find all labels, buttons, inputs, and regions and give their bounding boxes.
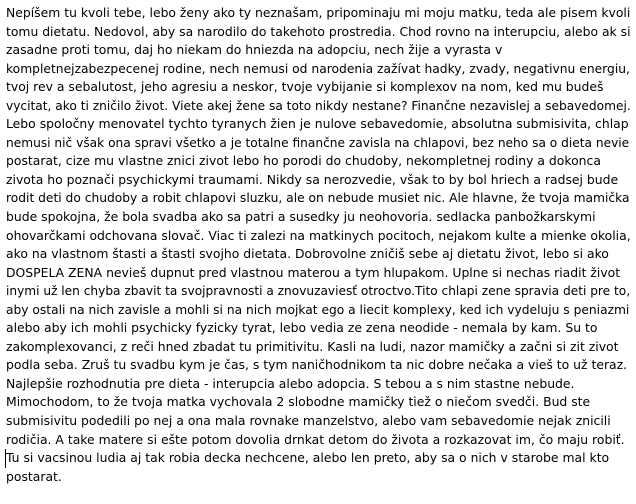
- text-line: inymi už len chyba zbavit ta svojpravnosti a znovuzaviesť otroctvo.Tito chlapi zene spravia deti pre to,: [6, 284, 631, 299]
- text-line: Najlepšie rozhodnutia pre dieta - interupcia alebo adopcia. S tebou a s nim stastne nebude.: [6, 375, 575, 391]
- text-line: postarat, cize mu vlastne znici zivot lebo ho porodi do chudoby, nekompletnej rodiny a dokonca: [6, 153, 601, 169]
- text-line: ako na vlastnom štasti a štasti svojho dietata. Dobrovolne zničiš sebe aj dietatu život, lebo si ako: [6, 246, 609, 262]
- text-line: podla seba. Zruš tu svadbu kym je čas, s tym naničhodnikom ta nic dobre nečaka a vieš to už teraz.: [6, 357, 628, 373]
- text-line: postarat.: [6, 468, 62, 484]
- text-line: rodit deti do chudoby a robit chlapovi sluzku, ale on nebude musiet nic. Ale hlavne, že tvoja mamička: [6, 191, 630, 206]
- text-line: zivota ho poznači psychickymi traumami. Nikdy sa nerozvedie, však to by bol hriech a radsej bude: [6, 171, 619, 187]
- text-line: DOSPELA ZENA nevieš dupnut pred vlastnou materou a tym hlupakom. Uplne si nechas riadit život: [6, 264, 621, 280]
- text-line-with-cursor: Tu si vacsinou ludia aj tak robia decka nechcene, alebo len preto, aby sa o nich v starobe mal kto: [5, 449, 630, 468]
- text-line: ohovarčkami odchovana slovač. Viac ti zalezi na matkinych pocitoch, nejakom kulte a mienke okolia,: [6, 228, 631, 243]
- text-line: aby ostali na nich zavisle a mohli si na nich mojkat ego a liecit komplexy, ked ich vydeluju s peniazmi: [6, 302, 630, 317]
- text-line: tvoj rev a sebalutost, jeho agresiu a neskor, tvoje vybijanie si komplexov na nom, ked mu budeš: [6, 79, 604, 95]
- text-line: zasadne proti tomu, daj ho niekam do hniezda na adopciu, nech žije a vyrasta v: [6, 42, 503, 58]
- text-line: kompletnejzabezpecenej rodine, nech nemusi od narodenia zažívat hadky, zvady, negativnu energiu,: [6, 61, 630, 76]
- text-line: submisivitu podedili po nej a ona mala rovnake manzelstvo, alebo vam sebavedomie nejak znicili: [6, 413, 611, 429]
- text-line: Mimochodom, to že tvoja matka vychovala 2 slobodne mamičky tiež o niečom svedči. Bud ste: [6, 394, 591, 410]
- text-line: rodičia. A take matere si ešte potom dovolia drnkat detom do života a rozkazovat im, čo maju robiť.: [6, 431, 625, 447]
- document-body[interactable]: [6, 4, 630, 486]
- text-line: nemusi nič však ona spravi všetko a je totalne finančne zavisla na chlapovi, bez neho sa o dieta nevie: [6, 135, 630, 150]
- text-line: Lebo spoločny menovatel tychto tyranych žien je nulove sebavedomie, absolutna submisivita, chlap: [6, 116, 629, 132]
- text-line: alebo aby ich mohli psychicky fyzicky tyrat, lebo vedia ze zena neodide - nemala by kam. Su to: [6, 320, 598, 336]
- text-line: tomu dietatu. Nedovol, aby sa narodilo do takehoto prostredia. Chod rovno na interupciu, alebo ak si: [6, 24, 631, 39]
- text-line: Nepíšem tu kvoli tebe, lebo ženy ako ty neznašam, pripominaju mi moju matku, teda ale pisem kvoli: [6, 6, 631, 20]
- text-line: bude spokojna, že bola svadba ako sa patri a susedky ju neohovoria. sedlacka panbožkarskymi: [6, 209, 596, 225]
- text-line: zakomplexovanci, z reči hned zbadat tu primitivitu. Kasli na ludi, nazor mamičky a začni si zit zivot: [6, 338, 619, 354]
- text-line: vycitat, ako ti zničilo život. Viete akej žene sa toto nikdy nestane? Finančne nezavislej a sebavedomej.: [6, 98, 631, 113]
